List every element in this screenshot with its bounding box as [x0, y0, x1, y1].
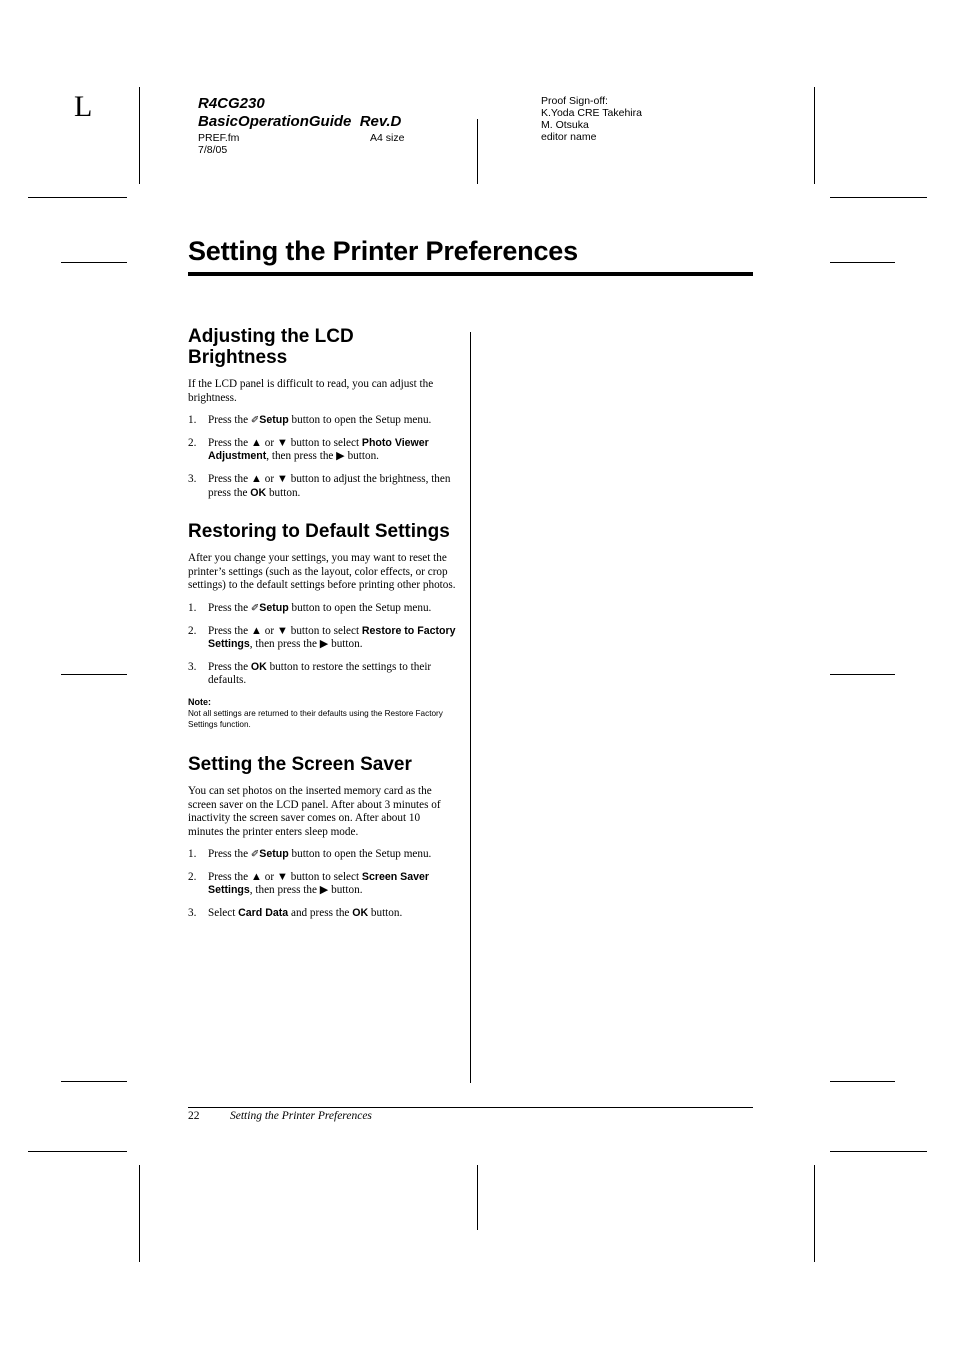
- list-item: 2. Press the ▲ or ▼ button to select Restore to Factory Settings, then press the ▶ button.: [188, 624, 456, 651]
- crop-mark: [28, 197, 127, 198]
- footer-rule: [188, 1107, 753, 1108]
- doc-date: 7/8/05: [198, 144, 228, 156]
- left-column: [188, 326, 456, 930]
- list-item: 1. Press the ✐Setup button to open the Setup menu.: [188, 414, 432, 427]
- crop-mark: [28, 1151, 127, 1152]
- crop-mark: [830, 1151, 927, 1152]
- page-number: 22: [188, 1110, 200, 1122]
- crop-mark: [477, 119, 478, 184]
- note-text: Not all settings are returned to their defaults using the Restore Factory Settings function.: [188, 708, 443, 729]
- section-intro: You can set photos on the inserted memory card as the screen saver on the LCD panel. After about 3 minutes of inactivity the screen saver comes on. After about 10 minutes the printer enters sleep mode.: [188, 784, 441, 838]
- section-intro: After you change your settings, you may want to reset the printer’s settings (such as the layout, color effects, or crop settings) to the default settings before printing other photos.: [188, 552, 456, 592]
- crop-mark: [61, 1081, 127, 1082]
- crop-mark: [477, 1165, 478, 1230]
- crop-mark: [830, 1081, 895, 1082]
- doc-header: [198, 95, 458, 156]
- proof-line: K.Yoda CRE Takehira: [541, 107, 642, 119]
- section-heading: Restoring to Default Settings: [188, 521, 450, 543]
- list-item: 2. Press the ▲ or ▼ button to select Screen Saver Settings, then press the ▶ button.: [188, 870, 430, 897]
- section-heading: Adjusting the LCD Brightness: [188, 326, 354, 368]
- title-rule: [188, 272, 753, 276]
- doc-code: R4CG230: [198, 95, 265, 112]
- proof-line: editor name: [541, 131, 597, 143]
- list-item: 2. Press the ▲ or ▼ button to select Photo Viewer Adjustment, then press the ▶ button.: [188, 436, 429, 463]
- step-list: [188, 848, 456, 920]
- doc-file: PREF.fm: [198, 132, 240, 144]
- setup-icon: ✐: [250, 849, 260, 861]
- page-title: Setting the Printer Preferences: [188, 236, 578, 266]
- crop-mark: [814, 1165, 815, 1262]
- corner-letter: L: [74, 90, 93, 123]
- crop-mark: [830, 197, 927, 198]
- crop-mark: [830, 262, 895, 263]
- crop-mark: [830, 674, 895, 675]
- section-heading: Setting the Screen Saver: [188, 753, 412, 775]
- setup-icon: ✐: [250, 602, 260, 614]
- setup-icon: ✐: [250, 415, 260, 427]
- crop-mark: [139, 87, 140, 184]
- list-item: 3. Press the OK button to restore the settings to their defaults.: [188, 660, 432, 687]
- doc-name: BasicOperationGuide Rev.D: [198, 113, 402, 130]
- crop-mark: [139, 1165, 140, 1262]
- crop-mark: [814, 87, 815, 184]
- column-divider: [470, 332, 471, 1083]
- crop-mark: [61, 262, 127, 263]
- proof-signoff: [541, 95, 642, 143]
- note-heading: Note:: [188, 696, 211, 707]
- section-intro: If the LCD panel is difficult to read, you can adjust the brightness.: [188, 378, 434, 404]
- doc-paper: A4 size: [370, 132, 405, 144]
- step-list: [188, 414, 456, 500]
- running-title: Setting the Printer Preferences: [230, 1110, 372, 1122]
- list-item: 1. Press the ✐Setup button to open the Setup menu.: [188, 601, 432, 614]
- step-list: [188, 602, 456, 688]
- list-item: 3. Press the ▲ or ▼ button to adjust the brightness, then press the OK button.: [188, 472, 451, 499]
- list-item: 1. Press the ✐Setup button to open the Setup menu.: [188, 848, 432, 861]
- list-item: 3. Select Card Data and press the OK button.: [188, 907, 403, 920]
- proof-line: M. Otsuka: [541, 119, 589, 131]
- crop-mark: [61, 674, 127, 675]
- proof-label: Proof Sign-off:: [541, 95, 608, 107]
